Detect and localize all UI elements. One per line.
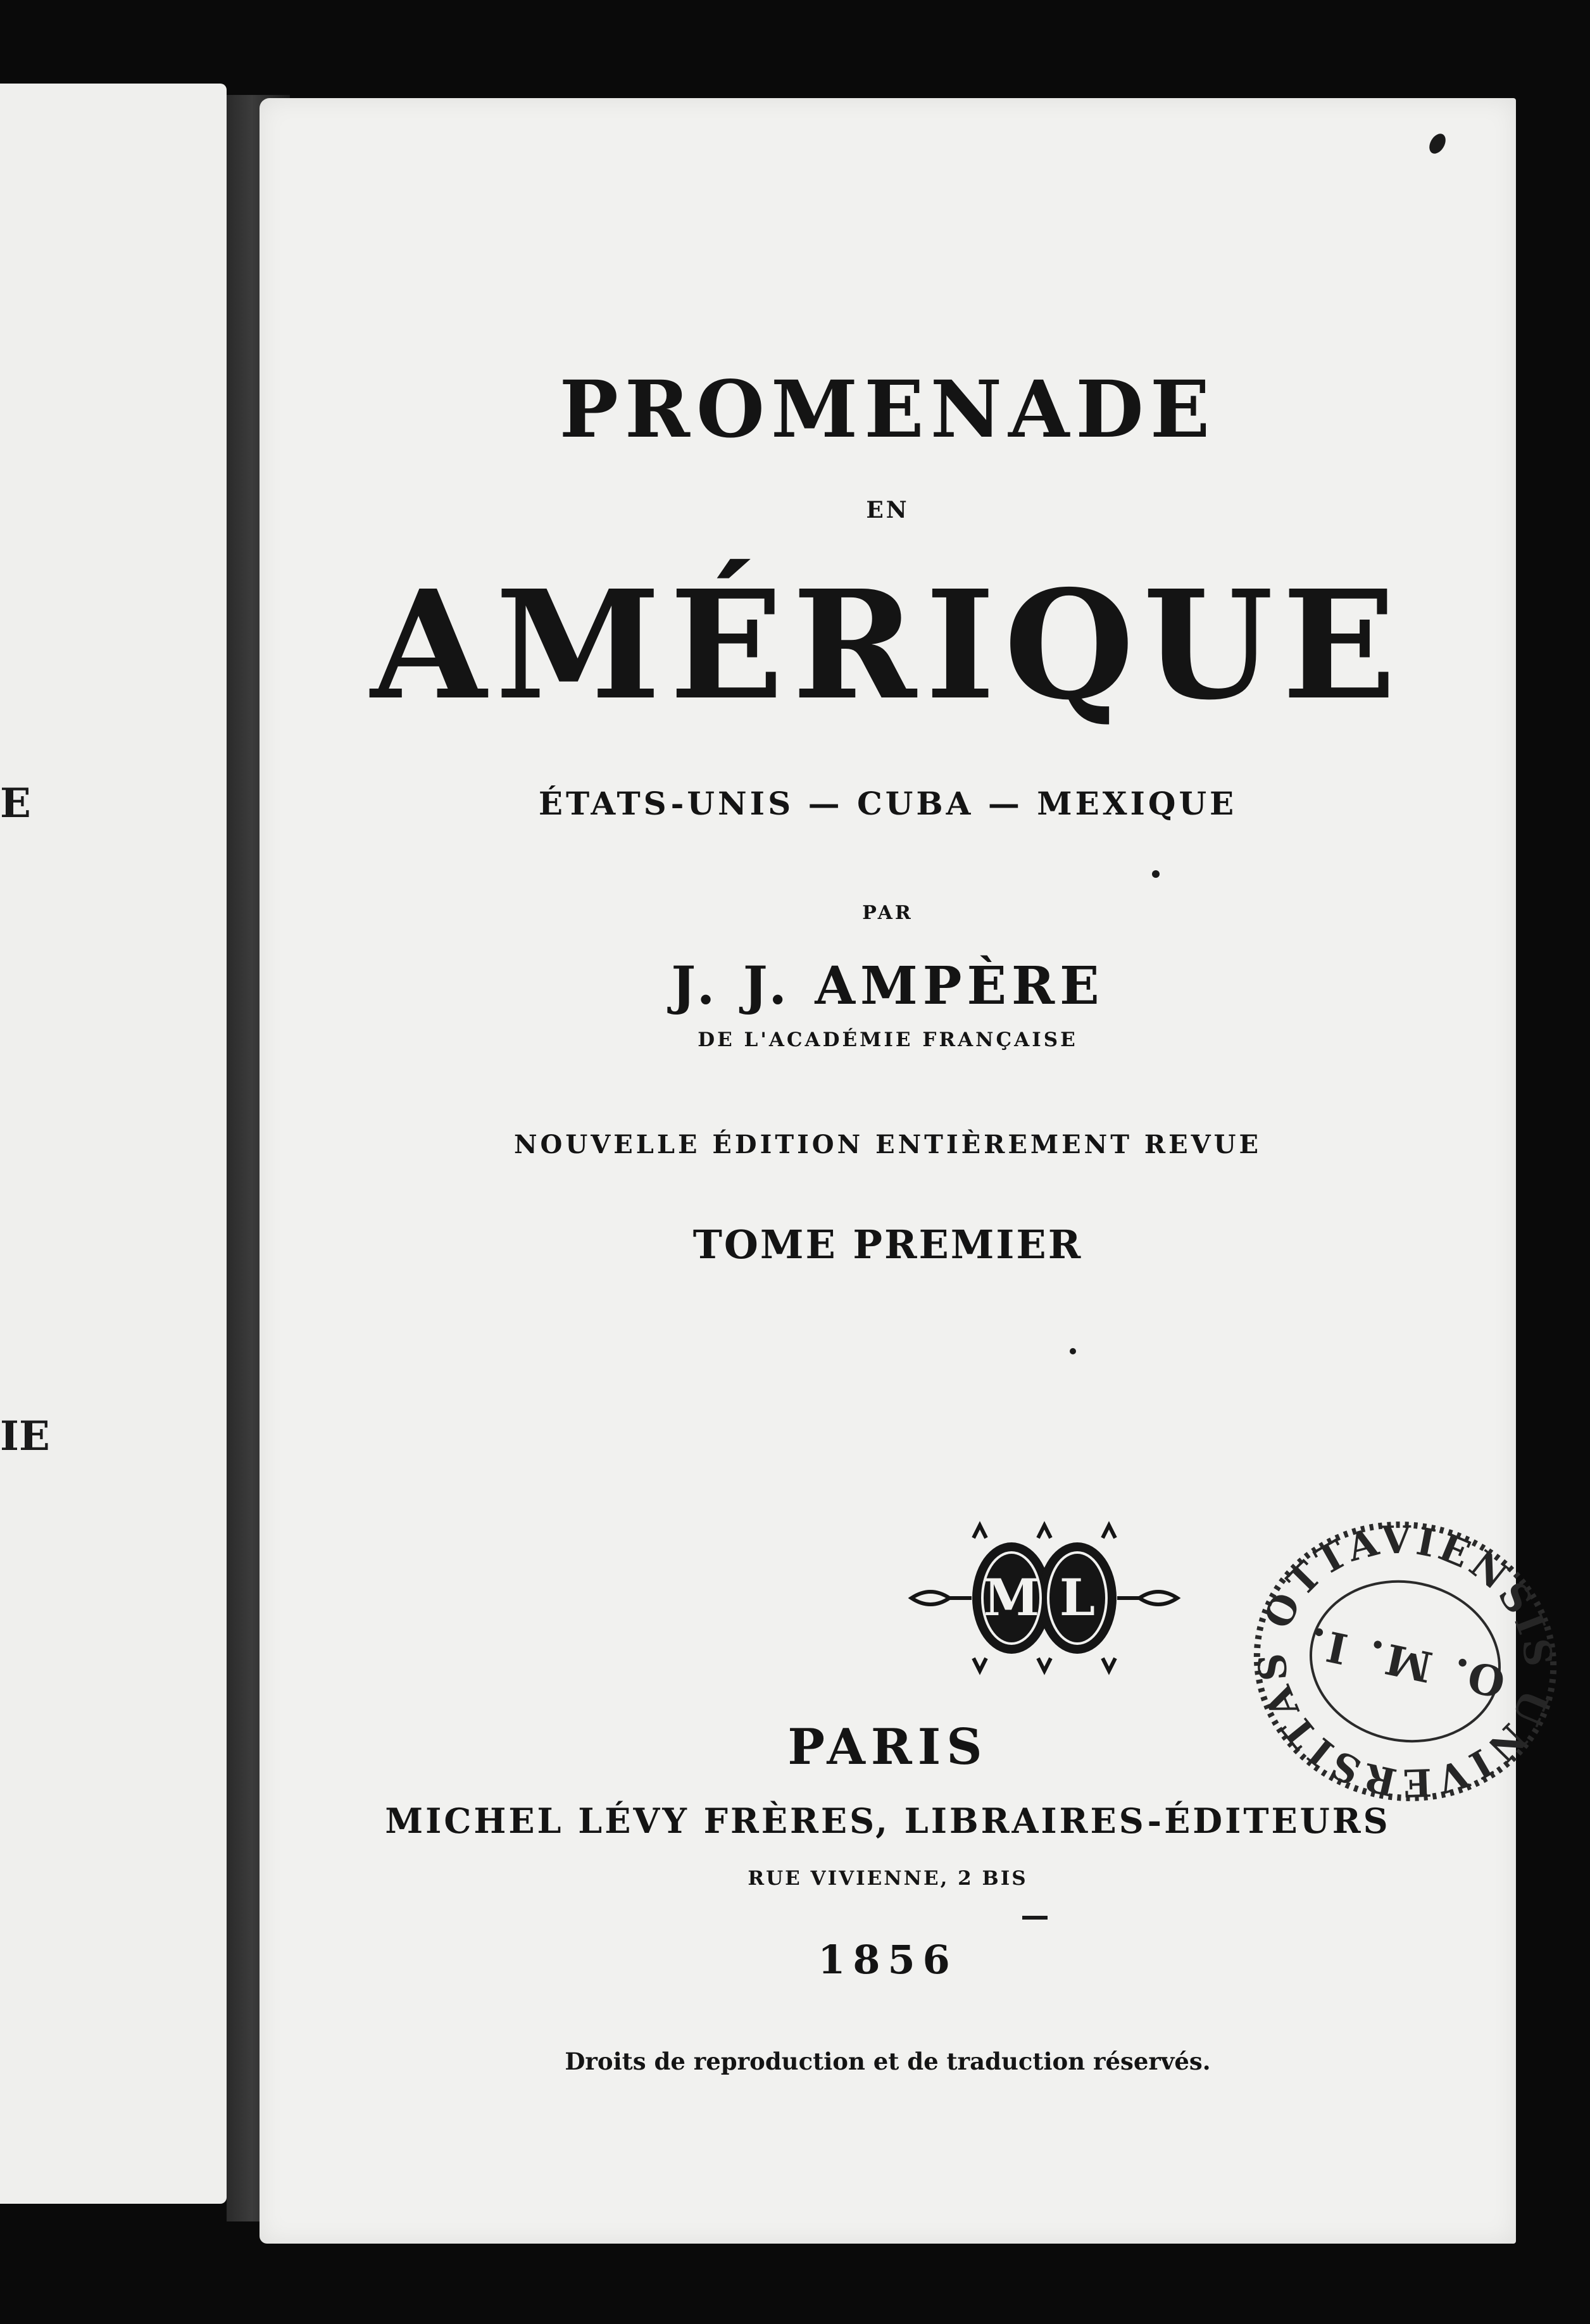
stamp-outer-text: UNIVERSITAS OTTAVIENSIS [1249, 1518, 1561, 1805]
colophon-letter: L [1059, 1568, 1096, 1627]
imprint-rule [1022, 1916, 1048, 1920]
title-connector: EN [866, 497, 910, 523]
imprint-city: PARIS [787, 1718, 988, 1776]
ink-speck [1070, 1348, 1076, 1354]
left-page-fragment: E [0, 780, 31, 827]
volume-label: TOME PREMIER [692, 1221, 1083, 1268]
subtitle-places: ÉTATS-UNIS — CUBA — MEXIQUE [538, 785, 1237, 822]
ink-speck [1152, 870, 1160, 878]
publisher-colophon-icon [905, 1525, 1184, 1671]
edition-note: NOUVELLE ÉDITION ENTIÈREMENT REVUE [513, 1130, 1262, 1159]
stamp-center-text: O. M. I. [1300, 1616, 1510, 1708]
library-stamp [1220, 1486, 1590, 1837]
title-line-2: AMÉRIQUE [370, 557, 1405, 733]
imprint-address: RUE VIVIENNE, 2 BIS [748, 1867, 1028, 1890]
colophon-letter: M [983, 1568, 1040, 1627]
author-affiliation: DE L'ACADÉMIE FRANÇAISE [698, 1028, 1078, 1051]
title-line-1: PROMENADE [559, 364, 1217, 456]
ink-speck [1426, 131, 1449, 156]
left-page [0, 84, 227, 2204]
title-page [260, 98, 1561, 2244]
by-label: PAR [862, 902, 913, 924]
author-name: J. J. AMPÈRE [671, 956, 1105, 1016]
left-page-fragment: IE [0, 1413, 50, 1460]
rights-notice: Droits de reproduction et de traduction réservés. [565, 2047, 1211, 2075]
imprint-publisher: MICHEL LÉVY FRÈRES, LIBRAIRES-ÉDITEURS [385, 1801, 1391, 1841]
imprint-year: 1856 [818, 1937, 958, 1983]
